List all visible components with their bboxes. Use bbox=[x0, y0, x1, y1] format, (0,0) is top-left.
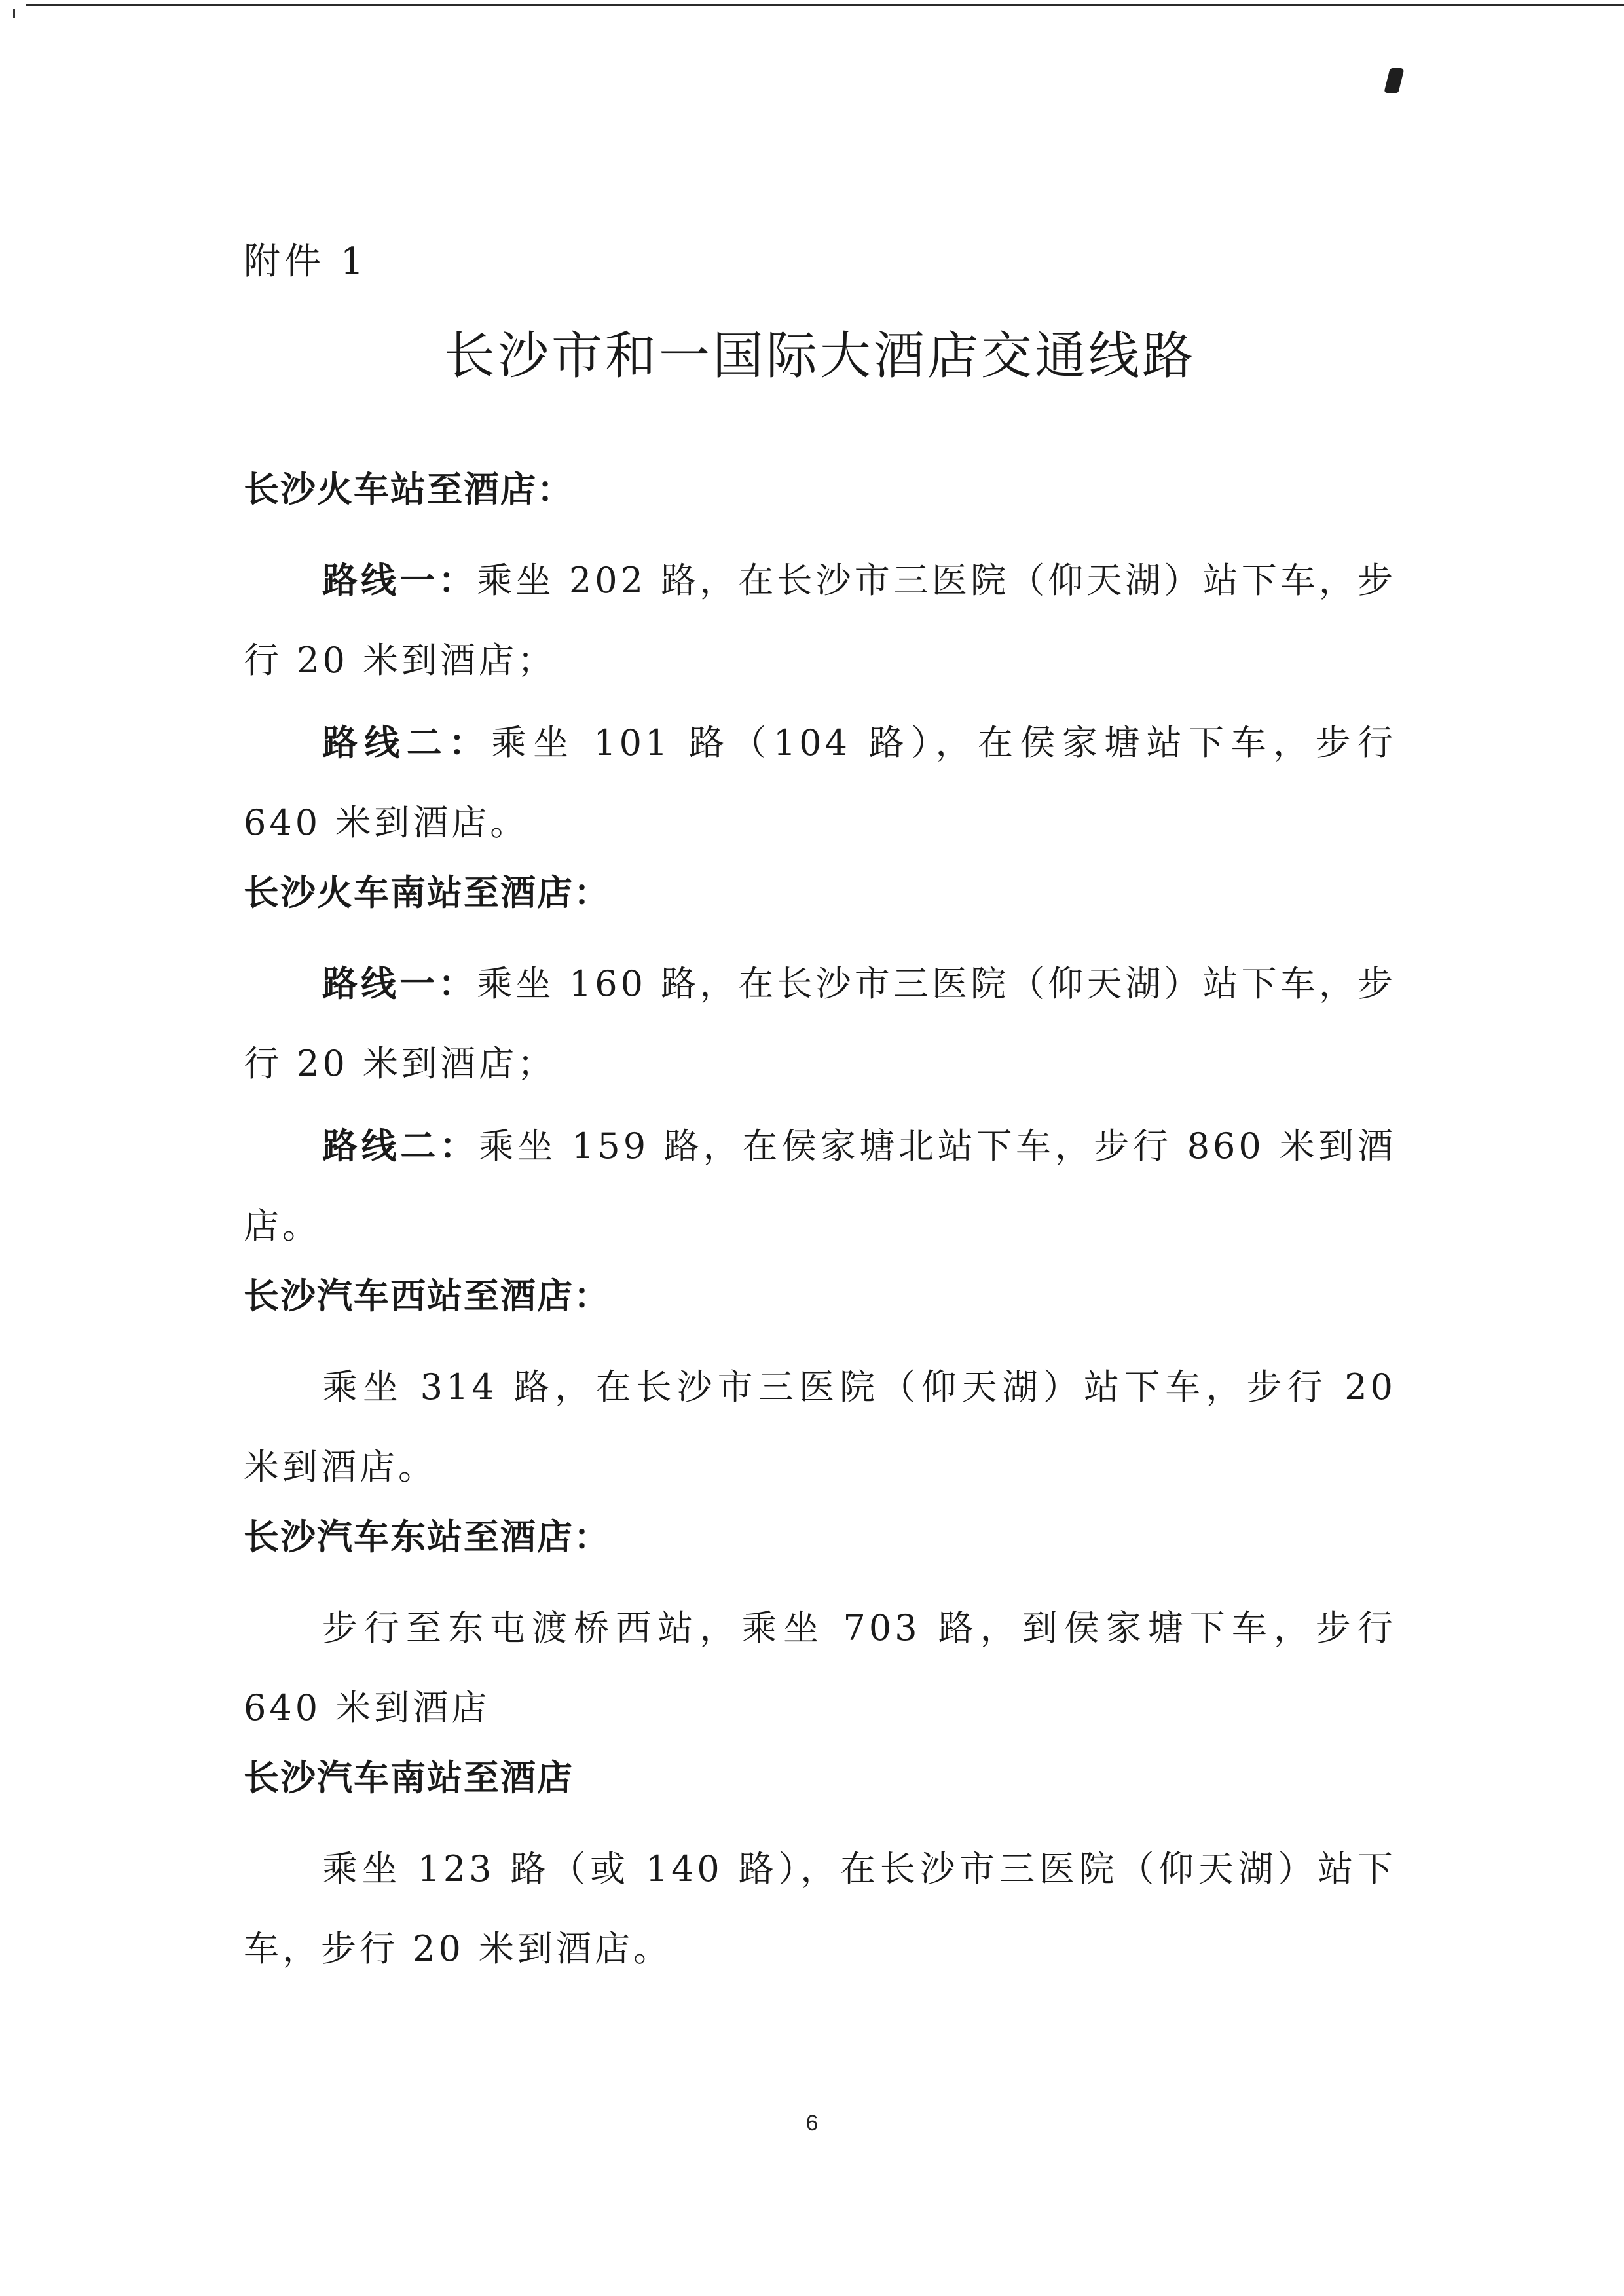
section-railway-station bbox=[244, 462, 1396, 863]
scan-edge-tick bbox=[13, 9, 15, 18]
document-page bbox=[244, 236, 1396, 1992]
route-paragraph bbox=[244, 1347, 1396, 1507]
route-label: 路线二： bbox=[322, 1125, 479, 1167]
section-south-bus-station bbox=[244, 1751, 1396, 1989]
scan-ink-mark bbox=[1384, 68, 1404, 93]
route-paragraph bbox=[244, 541, 1396, 701]
route-label: 路线一： bbox=[322, 963, 477, 1004]
route-paragraph bbox=[244, 1106, 1396, 1266]
route-text: 乘坐 202 路，在长沙市三医院（仰天湖）站下车，步行 20 米到酒店； bbox=[244, 560, 1396, 681]
route-text: 乘坐 314 路，在长沙市三医院（仰天湖）站下车，步行 20 米到酒店。 bbox=[244, 1366, 1396, 1487]
route-text: 乘坐 160 路，在长沙市三医院（仰天湖）站下车，步行 20 米到酒店； bbox=[244, 963, 1396, 1084]
section-east-bus-station bbox=[244, 1510, 1396, 1748]
route-text: 乘坐 123 路（或 140 路），在长沙市三医院（仰天湖）站下车，步行 20 米到酒店。 bbox=[244, 1848, 1396, 1969]
section-heading: 长沙汽车西站至酒店： bbox=[244, 1275, 610, 1317]
route-text: 步行至东屯渡桥西站，乘坐 703 路，到侯家塘下车，步行 640 米到酒店 bbox=[244, 1607, 1396, 1728]
section-heading: 长沙汽车南站至酒店 bbox=[244, 1757, 574, 1798]
route-paragraph bbox=[244, 1829, 1396, 1989]
attachment-label: 附件 1 bbox=[244, 240, 368, 283]
route-paragraph bbox=[244, 703, 1396, 863]
document-title: 长沙市和一国际大酒店交通线路 bbox=[443, 327, 1196, 386]
section-west-bus-station bbox=[244, 1269, 1396, 1507]
section-heading: 长沙火车南站至酒店： bbox=[244, 872, 610, 913]
route-text: 乘坐 159 路，在侯家塘北站下车，步行 860 米到酒店。 bbox=[244, 1125, 1396, 1247]
route-label: 路线一： bbox=[322, 560, 477, 601]
section-heading: 长沙汽车东站至酒店： bbox=[244, 1516, 610, 1558]
scan-edge-line bbox=[26, 4, 1624, 6]
route-paragraph bbox=[244, 944, 1396, 1104]
route-text: 乘坐 101 路（104 路），在侯家塘站下车，步行 640 米到酒店。 bbox=[244, 722, 1397, 843]
route-paragraph bbox=[244, 1588, 1396, 1748]
route-label: 路线二： bbox=[322, 722, 491, 763]
section-south-railway-station bbox=[244, 866, 1396, 1266]
page-number: 6 bbox=[805, 2111, 819, 2136]
section-heading: 长沙火车站至酒店： bbox=[244, 469, 574, 510]
